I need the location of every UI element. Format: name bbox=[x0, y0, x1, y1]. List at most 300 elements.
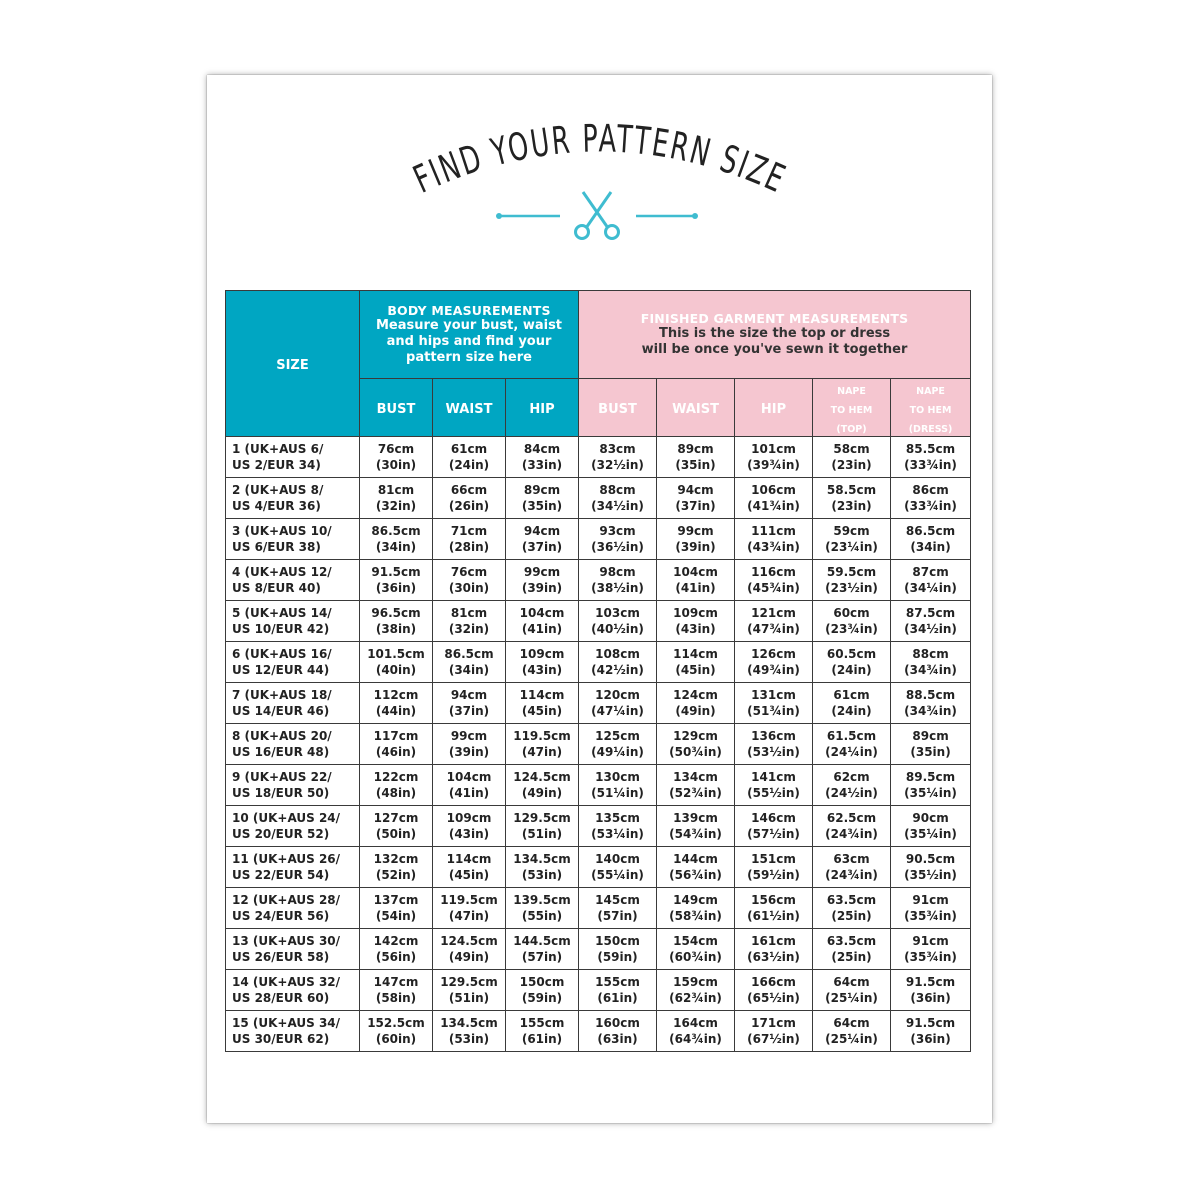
title-area bbox=[0, 0, 1200, 290]
inch-value: (24in) bbox=[448, 458, 490, 472]
inch-value: (25¼in) bbox=[825, 991, 878, 1005]
size-table bbox=[225, 290, 971, 1052]
inch-value: (25¼in) bbox=[825, 1032, 878, 1046]
cm-value: 129.5cm bbox=[440, 975, 498, 989]
cm-value: 58cm bbox=[833, 442, 870, 456]
table-row bbox=[226, 888, 971, 929]
measurement-cell bbox=[891, 519, 971, 560]
measurement-cell bbox=[891, 806, 971, 847]
cm-value: 76cm bbox=[377, 442, 415, 456]
inch-value: (40½in) bbox=[591, 622, 644, 636]
cm-value: 98cm bbox=[599, 565, 636, 579]
measurement-cell bbox=[579, 642, 657, 683]
inch-value: (37in) bbox=[521, 540, 563, 554]
inch-value: (28in) bbox=[448, 540, 490, 554]
measurement-cell bbox=[360, 437, 433, 478]
inch-value: (35¾in) bbox=[904, 909, 957, 923]
size-cell: 2 (UK+AUS 8/ US 4/EUR 36) bbox=[226, 478, 360, 519]
measurement-cell bbox=[506, 1011, 579, 1052]
table-row bbox=[226, 519, 971, 560]
cm-value: 119.5cm bbox=[440, 893, 498, 907]
measurement-cell bbox=[813, 519, 891, 560]
inch-value: (43in) bbox=[521, 663, 563, 677]
table-row bbox=[226, 929, 971, 970]
cm-value: 114cm bbox=[446, 852, 492, 866]
cm-value: 111cm bbox=[751, 524, 796, 538]
cm-value: 131cm bbox=[751, 688, 796, 702]
measurement-cell bbox=[735, 642, 813, 683]
cm-value: 142cm bbox=[373, 934, 419, 948]
cm-value: 120cm bbox=[595, 688, 640, 702]
cm-value: 83cm bbox=[599, 442, 636, 456]
scissors-icon bbox=[576, 192, 619, 239]
measurement-cell bbox=[813, 560, 891, 601]
inch-value: (53½in) bbox=[747, 745, 800, 759]
column-header: WAIST bbox=[433, 379, 506, 437]
cm-value: 166cm bbox=[751, 975, 796, 989]
table-row bbox=[226, 806, 971, 847]
cm-value: 88cm bbox=[912, 647, 949, 661]
table-row bbox=[226, 765, 971, 806]
cm-value: 91cm bbox=[912, 934, 949, 948]
measurement-cell bbox=[506, 683, 579, 724]
cm-value: 116cm bbox=[751, 565, 796, 579]
measurement-cell bbox=[433, 519, 506, 560]
cm-value: 144.5cm bbox=[513, 934, 571, 948]
inch-value: (34¾in) bbox=[904, 704, 957, 718]
cm-value: 112cm bbox=[373, 688, 419, 702]
cm-value: 144cm bbox=[673, 852, 718, 866]
measurement-cell bbox=[735, 929, 813, 970]
cm-value: 87cm bbox=[912, 565, 949, 579]
inch-value: (37in) bbox=[448, 704, 490, 718]
cm-value: 161cm bbox=[751, 934, 796, 948]
inch-value: (35¼in) bbox=[904, 827, 957, 841]
measurement-cell bbox=[813, 601, 891, 642]
column-header: BUST bbox=[579, 379, 657, 437]
cm-value: 109cm bbox=[519, 647, 565, 661]
inch-value: (23¼in) bbox=[825, 540, 878, 554]
measurement-cell bbox=[579, 478, 657, 519]
measurement-cell bbox=[506, 888, 579, 929]
inch-value: (57½in) bbox=[747, 827, 800, 841]
inch-value: (50in) bbox=[375, 827, 417, 841]
measurement-cell bbox=[360, 929, 433, 970]
cm-value: 124cm bbox=[673, 688, 718, 702]
cm-value: 59cm bbox=[833, 524, 870, 538]
cm-value: 81cm bbox=[377, 483, 415, 497]
cm-value: 104cm bbox=[673, 565, 718, 579]
inch-value: (36in) bbox=[910, 1032, 951, 1046]
cm-value: 94cm bbox=[677, 483, 714, 497]
cm-value: 134.5cm bbox=[513, 852, 571, 866]
column-header: BUST bbox=[360, 379, 433, 437]
cm-value: 86cm bbox=[912, 483, 949, 497]
measurement-cell bbox=[506, 560, 579, 601]
size-cell: 13 (UK+AUS 30/ US 26/EUR 58) bbox=[226, 929, 360, 970]
measurement-cell bbox=[579, 765, 657, 806]
cm-value: 66cm bbox=[450, 483, 488, 497]
measurement-cell bbox=[360, 601, 433, 642]
inch-value: (41in) bbox=[675, 581, 716, 595]
inch-value: (45¾in) bbox=[747, 581, 800, 595]
measurement-cell bbox=[657, 560, 735, 601]
measurement-cell bbox=[360, 1011, 433, 1052]
measurement-cell bbox=[360, 806, 433, 847]
cm-value: 59.5cm bbox=[826, 565, 877, 579]
cm-value: 88.5cm bbox=[905, 688, 956, 702]
cm-value: 61cm bbox=[833, 688, 870, 702]
measurement-cell bbox=[657, 888, 735, 929]
cm-value: 108cm bbox=[595, 647, 640, 661]
measurement-cell bbox=[657, 642, 735, 683]
measurement-cell bbox=[360, 765, 433, 806]
cm-value: 104cm bbox=[519, 606, 565, 620]
cm-value: 101.5cm bbox=[367, 647, 425, 661]
size-cell: 11 (UK+AUS 26/ US 22/EUR 54) bbox=[226, 847, 360, 888]
cm-value: 121cm bbox=[751, 606, 796, 620]
column-header: HIP bbox=[506, 379, 579, 437]
size-cell: 9 (UK+AUS 22/ US 18/EUR 50) bbox=[226, 765, 360, 806]
cm-value: 145cm bbox=[595, 893, 640, 907]
measurement-cell bbox=[891, 847, 971, 888]
inch-value: (36½in) bbox=[591, 540, 644, 554]
cm-value: 103cm bbox=[595, 606, 640, 620]
measurement-cell bbox=[506, 601, 579, 642]
inch-value: (51in) bbox=[448, 991, 490, 1005]
cm-value: 99cm bbox=[523, 565, 561, 579]
inch-value: (46in) bbox=[375, 745, 417, 759]
measurement-cell bbox=[579, 888, 657, 929]
size-cell: 3 (UK+AUS 10/ US 6/EUR 38) bbox=[226, 519, 360, 560]
cm-value: 91.5cm bbox=[371, 565, 421, 579]
measurement-cell bbox=[735, 888, 813, 929]
cm-value: 104cm bbox=[446, 770, 492, 784]
cm-value: 164cm bbox=[673, 1016, 718, 1030]
measurement-cell bbox=[813, 683, 891, 724]
measurement-cell bbox=[735, 519, 813, 560]
measurement-cell bbox=[735, 478, 813, 519]
measurement-cell bbox=[433, 888, 506, 929]
measurement-cell bbox=[579, 806, 657, 847]
cm-value: 71cm bbox=[450, 524, 488, 538]
measurement-cell bbox=[579, 724, 657, 765]
cm-value: 63.5cm bbox=[826, 934, 877, 948]
inch-value: (37in) bbox=[675, 499, 716, 513]
inch-value: (57in) bbox=[597, 909, 638, 923]
inch-value: (49¾in) bbox=[747, 663, 800, 677]
column-header: WAIST bbox=[657, 379, 735, 437]
inch-value: (34½in) bbox=[904, 622, 957, 636]
cm-value: 106cm bbox=[751, 483, 796, 497]
table-row bbox=[226, 560, 971, 601]
inch-value: (24in) bbox=[831, 663, 872, 677]
measurement-cell bbox=[433, 437, 506, 478]
cm-value: 136cm bbox=[751, 729, 796, 743]
measurement-cell bbox=[433, 1011, 506, 1052]
cm-value: 64cm bbox=[833, 975, 870, 989]
cm-value: 137cm bbox=[373, 893, 419, 907]
cm-value: 135cm bbox=[595, 811, 640, 825]
cm-value: 96.5cm bbox=[371, 606, 421, 620]
inch-value: (30in) bbox=[375, 458, 417, 472]
inch-value: (52in) bbox=[375, 868, 417, 882]
measurement-cell bbox=[579, 1011, 657, 1052]
measurement-cell bbox=[579, 970, 657, 1011]
cm-value: 88cm bbox=[599, 483, 636, 497]
measurement-cell bbox=[506, 724, 579, 765]
inch-value: (61in) bbox=[521, 1032, 563, 1046]
measurement-cell bbox=[506, 642, 579, 683]
inch-value: (64¾in) bbox=[669, 1032, 722, 1046]
cm-value: 60cm bbox=[833, 606, 870, 620]
table-row bbox=[226, 847, 971, 888]
cm-value: 86.5cm bbox=[371, 524, 421, 538]
inch-value: (23½in) bbox=[825, 581, 878, 595]
cm-value: 132cm bbox=[373, 852, 419, 866]
page-title: FIND YOUR PATTERN SIZE bbox=[407, 116, 802, 206]
measurement-cell bbox=[891, 888, 971, 929]
inch-value: (58in) bbox=[375, 991, 417, 1005]
inch-value: (56¾in) bbox=[669, 868, 722, 882]
column-header: NAPE TO HEM (DRESS) bbox=[891, 379, 971, 437]
cm-value: 146cm bbox=[751, 811, 796, 825]
inch-value: (43in) bbox=[675, 622, 716, 636]
cm-value: 94cm bbox=[523, 524, 561, 538]
inch-value: (39in) bbox=[675, 540, 716, 554]
measurement-cell bbox=[813, 806, 891, 847]
inch-value: (44in) bbox=[375, 704, 417, 718]
cm-value: 89cm bbox=[677, 442, 714, 456]
inch-value: (55¼in) bbox=[591, 868, 644, 882]
measurement-cell bbox=[735, 724, 813, 765]
inch-value: (42½in) bbox=[591, 663, 644, 677]
measurement-cell bbox=[657, 478, 735, 519]
inch-value: (65½in) bbox=[747, 991, 800, 1005]
measurement-cell bbox=[506, 970, 579, 1011]
cm-value: 130cm bbox=[595, 770, 640, 784]
inch-value: (49in) bbox=[448, 950, 490, 964]
size-cell: 7 (UK+AUS 18/ US 14/EUR 46) bbox=[226, 683, 360, 724]
inch-value: (32in) bbox=[375, 499, 417, 513]
cm-value: 139cm bbox=[673, 811, 718, 825]
inch-value: (60in) bbox=[375, 1032, 417, 1046]
table-row bbox=[226, 683, 971, 724]
size-cell: 1 (UK+AUS 6/ US 2/EUR 34) bbox=[226, 437, 360, 478]
cm-value: 99cm bbox=[677, 524, 714, 538]
inch-value: (67½in) bbox=[747, 1032, 800, 1046]
measurement-cell bbox=[360, 888, 433, 929]
measurement-cell bbox=[579, 519, 657, 560]
cm-value: 141cm bbox=[751, 770, 796, 784]
inch-value: (34in) bbox=[910, 540, 951, 554]
cm-value: 124.5cm bbox=[513, 770, 571, 784]
measurement-cell bbox=[657, 724, 735, 765]
inch-value: (61½in) bbox=[747, 909, 800, 923]
inch-value: (43in) bbox=[448, 827, 490, 841]
cm-value: 155cm bbox=[519, 1016, 565, 1030]
measurement-cell bbox=[433, 601, 506, 642]
measurement-cell bbox=[506, 847, 579, 888]
measurement-cell bbox=[657, 601, 735, 642]
cm-value: 62cm bbox=[833, 770, 870, 784]
inch-value: (32½in) bbox=[591, 458, 644, 472]
inch-value: (59½in) bbox=[747, 868, 800, 882]
measurement-cell bbox=[657, 970, 735, 1011]
cm-value: 114cm bbox=[519, 688, 565, 702]
cm-value: 61.5cm bbox=[826, 729, 877, 743]
table-row bbox=[226, 1011, 971, 1052]
inch-value: (35in) bbox=[910, 745, 951, 759]
inch-value: (24½in) bbox=[825, 786, 878, 800]
cm-value: 119.5cm bbox=[513, 729, 571, 743]
measurement-cell bbox=[579, 929, 657, 970]
measurement-cell bbox=[735, 806, 813, 847]
column-header: NAPE TO HEM (TOP) bbox=[813, 379, 891, 437]
inch-value: (34in) bbox=[448, 663, 490, 677]
measurement-cell bbox=[657, 806, 735, 847]
inch-value: (33¾in) bbox=[904, 499, 957, 513]
measurement-cell bbox=[360, 560, 433, 601]
measurement-cell bbox=[433, 929, 506, 970]
cm-value: 58.5cm bbox=[826, 483, 877, 497]
inch-value: (34¾in) bbox=[904, 663, 957, 677]
cm-value: 126cm bbox=[751, 647, 796, 661]
inch-value: (63in) bbox=[597, 1032, 638, 1046]
inch-value: (55½in) bbox=[747, 786, 800, 800]
inch-value: (35in) bbox=[675, 458, 716, 472]
inch-value: (40in) bbox=[375, 663, 417, 677]
cm-value: 89.5cm bbox=[905, 770, 956, 784]
measurement-cell bbox=[657, 519, 735, 560]
measurement-cell bbox=[891, 437, 971, 478]
measurement-cell bbox=[360, 970, 433, 1011]
cm-value: 91cm bbox=[912, 893, 949, 907]
cm-value: 151cm bbox=[751, 852, 796, 866]
cm-value: 134cm bbox=[673, 770, 718, 784]
inch-value: (51¾in) bbox=[747, 704, 800, 718]
measurement-cell bbox=[813, 642, 891, 683]
inch-value: (33in) bbox=[521, 458, 563, 472]
cm-value: 62.5cm bbox=[826, 811, 877, 825]
cm-value: 160cm bbox=[595, 1016, 640, 1030]
inch-value: (47in) bbox=[448, 909, 490, 923]
cm-value: 124.5cm bbox=[440, 934, 498, 948]
inch-value: (58¾in) bbox=[669, 909, 722, 923]
cm-value: 90.5cm bbox=[905, 852, 956, 866]
measurement-cell bbox=[735, 765, 813, 806]
cm-value: 149cm bbox=[673, 893, 718, 907]
measurement-cell bbox=[433, 724, 506, 765]
cm-value: 99cm bbox=[450, 729, 488, 743]
cm-value: 63.5cm bbox=[826, 893, 877, 907]
measurement-cell bbox=[813, 437, 891, 478]
cm-value: 89cm bbox=[523, 483, 561, 497]
inch-value: (25in) bbox=[831, 950, 872, 964]
measurement-cell bbox=[433, 478, 506, 519]
measurement-cell bbox=[891, 724, 971, 765]
inch-value: (52¾in) bbox=[669, 786, 722, 800]
cm-value: 63cm bbox=[833, 852, 870, 866]
measurement-cell bbox=[506, 765, 579, 806]
table-row bbox=[226, 478, 971, 519]
measurement-cell bbox=[579, 437, 657, 478]
measurement-cell bbox=[433, 642, 506, 683]
inch-value: (53in) bbox=[448, 1032, 490, 1046]
measurement-cell bbox=[657, 1011, 735, 1052]
inch-value: (47¾in) bbox=[747, 622, 800, 636]
measurement-cell bbox=[433, 847, 506, 888]
inch-value: (39¾in) bbox=[747, 458, 800, 472]
inch-value: (39in) bbox=[521, 581, 563, 595]
inch-value: (35in) bbox=[521, 499, 563, 513]
inch-value: (24¼in) bbox=[825, 745, 878, 759]
size-cell: 14 (UK+AUS 32/ US 28/EUR 60) bbox=[226, 970, 360, 1011]
inch-value: (34in) bbox=[375, 540, 417, 554]
inch-value: (45in) bbox=[521, 704, 563, 718]
measurement-cell bbox=[735, 437, 813, 478]
inch-value: (50¾in) bbox=[669, 745, 722, 759]
inch-value: (45in) bbox=[675, 663, 716, 677]
measurement-cell bbox=[813, 765, 891, 806]
measurement-cell bbox=[813, 1011, 891, 1052]
cm-value: 114cm bbox=[673, 647, 718, 661]
measurement-cell bbox=[735, 560, 813, 601]
size-cell: 5 (UK+AUS 14/ US 10/EUR 42) bbox=[226, 601, 360, 642]
cm-value: 86.5cm bbox=[905, 524, 956, 538]
measurement-cell bbox=[813, 478, 891, 519]
size-cell: 6 (UK+AUS 16/ US 12/EUR 44) bbox=[226, 642, 360, 683]
measurement-cell bbox=[813, 888, 891, 929]
cm-value: 117cm bbox=[373, 729, 419, 743]
inch-value: (43¾in) bbox=[747, 540, 800, 554]
inch-value: (25in) bbox=[831, 909, 872, 923]
inch-value: (51in) bbox=[521, 827, 563, 841]
size-cell: 12 (UK+AUS 28/ US 24/EUR 56) bbox=[226, 888, 360, 929]
inch-value: (35¼in) bbox=[904, 786, 957, 800]
measurement-cell bbox=[735, 970, 813, 1011]
cm-value: 87.5cm bbox=[905, 606, 956, 620]
inch-value: (53in) bbox=[521, 868, 563, 882]
measurement-cell bbox=[657, 683, 735, 724]
measurement-cell bbox=[360, 724, 433, 765]
measurement-cell bbox=[433, 765, 506, 806]
cm-value: 84cm bbox=[523, 442, 561, 456]
cm-value: 129.5cm bbox=[513, 811, 571, 825]
measurement-cell bbox=[360, 478, 433, 519]
cm-value: 109cm bbox=[446, 811, 492, 825]
cm-value: 154cm bbox=[673, 934, 718, 948]
measurement-cell bbox=[360, 847, 433, 888]
inch-value: (36in) bbox=[910, 991, 951, 1005]
measurement-cell bbox=[657, 765, 735, 806]
table-row bbox=[226, 437, 971, 478]
inch-value: (23in) bbox=[831, 499, 872, 513]
cm-value: 109cm bbox=[673, 606, 718, 620]
inch-value: (48in) bbox=[375, 786, 417, 800]
measurement-cell bbox=[891, 601, 971, 642]
inch-value: (56in) bbox=[375, 950, 417, 964]
inch-value: (49in) bbox=[675, 704, 716, 718]
body-measurements-header: BODY MEASUREMENTS Measure your bust, waist and hips and find your pattern size here bbox=[360, 291, 579, 379]
measurement-cell bbox=[813, 847, 891, 888]
table-row bbox=[226, 601, 971, 642]
inch-value: (41¾in) bbox=[747, 499, 800, 513]
measurement-cell bbox=[433, 806, 506, 847]
cm-value: 129cm bbox=[673, 729, 718, 743]
inch-value: (63½in) bbox=[747, 950, 800, 964]
measurement-cell bbox=[579, 560, 657, 601]
